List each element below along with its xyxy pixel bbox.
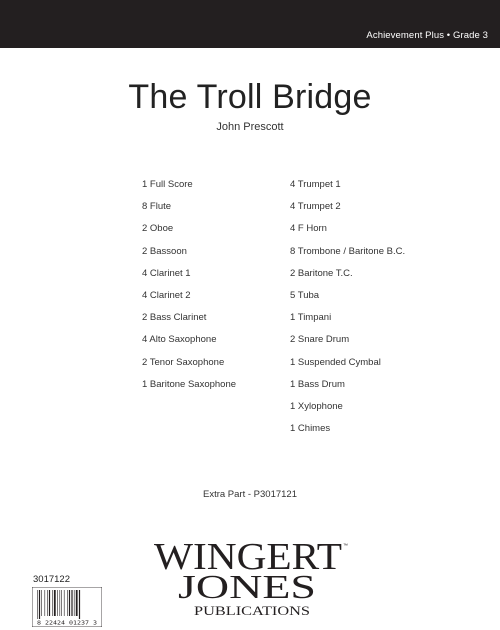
logo-publications: PUBLICATIONS (194, 604, 311, 618)
list-item: 4 Trumpet 2 (290, 201, 341, 213)
page-title: The Troll Bridge (128, 78, 372, 116)
header-band (0, 0, 500, 48)
publisher-logo (150, 535, 350, 619)
list-item: 1 Full Score (142, 179, 193, 190)
parts-list-right (290, 177, 405, 443)
list-item: 1 Timpani (290, 312, 332, 324)
barcode-bar (67, 590, 68, 616)
series-label: Achievement Plus • Grade 3 (366, 30, 488, 41)
list-item: 4 F Horn (290, 223, 327, 235)
list-item: 1 Bass Drum (290, 378, 345, 390)
list-item: 8 Flute (142, 201, 172, 213)
barcode-bar (41, 590, 42, 616)
barcode-bar (60, 590, 61, 616)
barcode-bar (47, 590, 48, 616)
barcode-bar (61, 590, 62, 616)
barcode-bar (74, 590, 75, 616)
list-item: 4 Clarinet 1 (142, 267, 191, 279)
list-item: 4 Alto Saxophone (142, 334, 217, 346)
barcode-bar (52, 590, 53, 616)
list-item: 2 Tenor Saxophone (142, 356, 225, 368)
list-item: 1 Suspended Cymbal (290, 356, 381, 368)
barcode-bar (71, 590, 72, 616)
composer-name: John Prescott (216, 121, 284, 133)
list-item: 1 Chimes (290, 423, 331, 435)
barcode (32, 587, 102, 627)
barcode-bar (49, 590, 50, 616)
logo-wingert: WINGERT (154, 536, 342, 578)
trademark-symbol: ™ (343, 543, 348, 549)
barcode-bar (39, 590, 40, 619)
list-item: 1 Xylophone (290, 400, 343, 412)
barcode-bar (37, 590, 38, 619)
extra-part-note: Extra Part - P3017121 (203, 489, 297, 500)
logo-jones: JONES (178, 569, 316, 606)
list-item: 8 Trombone / Baritone B.C. (290, 245, 406, 257)
barcode-digits: 8 22424 01237 3 (37, 620, 97, 627)
list-item: 4 Trumpet 1 (290, 179, 341, 190)
barcode-bar (69, 590, 70, 616)
barcode-bar (57, 590, 58, 616)
list-item: 2 Bass Clarinet (142, 312, 207, 324)
parts-list-left (142, 177, 236, 399)
list-item: 2 Bassoon (142, 245, 187, 257)
list-item: 4 Clarinet 2 (142, 289, 191, 301)
list-item: 1 Baritone Saxophone (142, 378, 237, 390)
list-item: 5 Tuba (290, 289, 320, 301)
list-item: 2 Baritone T.C. (290, 267, 353, 279)
catalog-number: 3017122 (33, 574, 70, 585)
barcode-bar (76, 590, 78, 616)
barcode-bar (54, 590, 56, 616)
list-item: 2 Snare Drum (290, 334, 350, 346)
barcode-bar (45, 590, 46, 616)
list-item: 2 Oboe (142, 223, 174, 235)
barcode-bar (79, 590, 80, 619)
barcode-bar (64, 590, 65, 616)
